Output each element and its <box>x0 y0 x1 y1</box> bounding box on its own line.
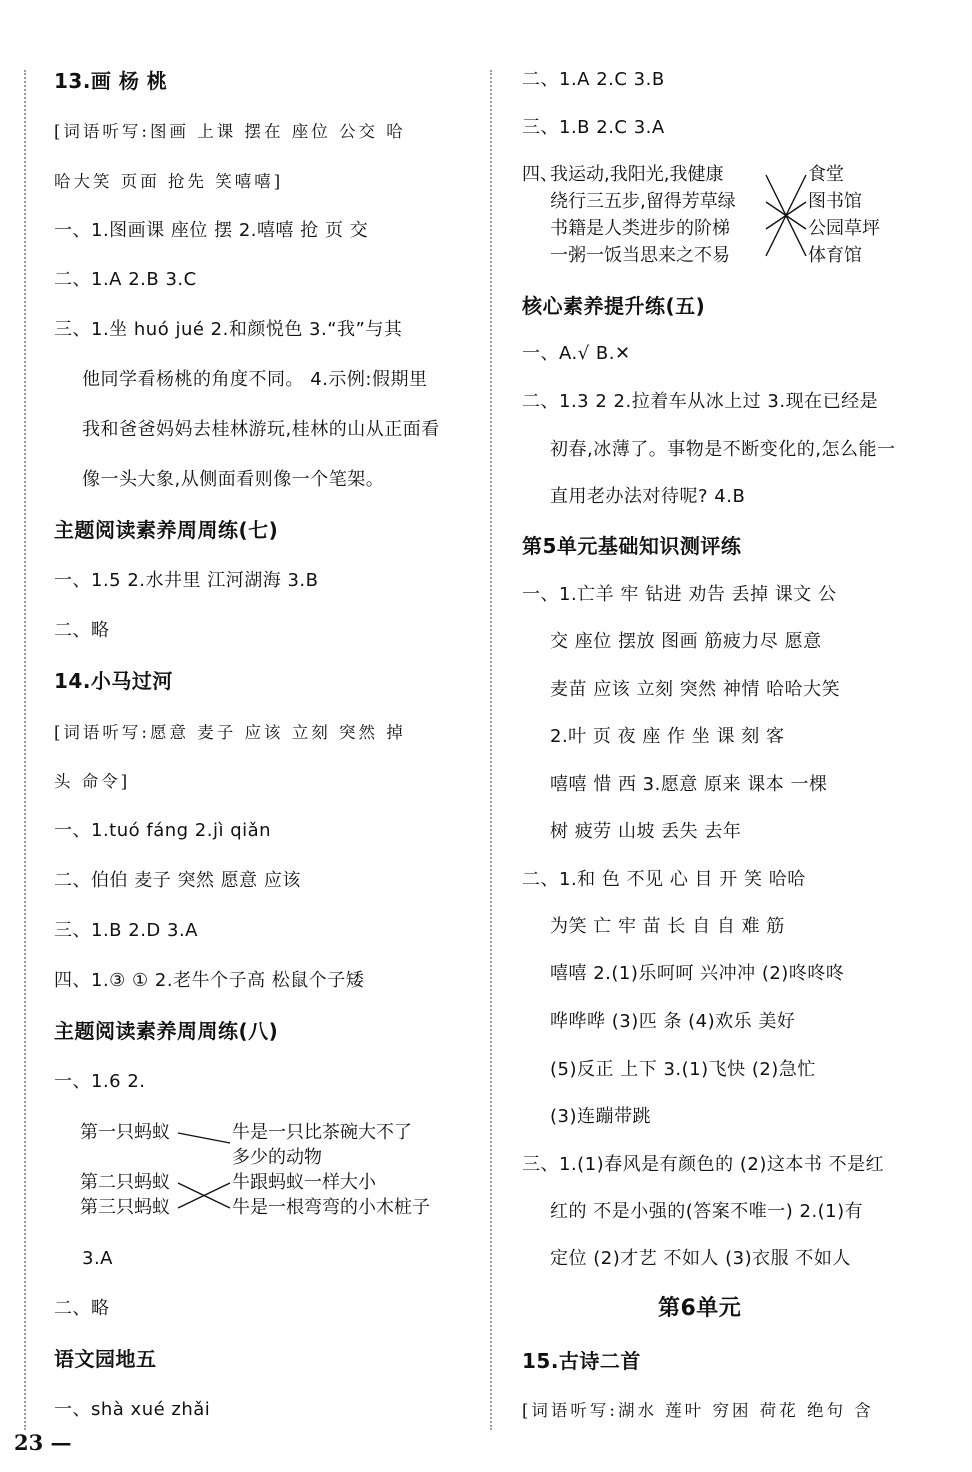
unit-5-answer-1-cont-4: 嘻嘻 惜 西 3.愿意 原来 课本 一棵 <box>550 774 828 795</box>
match-line-first <box>178 1133 230 1143</box>
lesson-14-answer-4: 四、1.③ ① 2.老牛个子高 松鼠个子矮 <box>54 970 365 991</box>
lesson-13-dictation-line-1: [词语听写:图画 上课 摆在 座位 公交 哈 <box>54 122 406 141</box>
weekly-practice-8-answer-1: 一、1.6 2. <box>54 1071 146 1092</box>
page-number: 23 — <box>14 1430 72 1455</box>
lesson-14-answer-2: 二、伯伯 麦子 突然 愿意 应该 <box>54 870 301 891</box>
lesson-14-answer-3: 三、1.B 2.D 3.A <box>54 920 198 941</box>
weekly-practice-7-title: 主题阅读素养周周练(七) <box>54 518 279 542</box>
lesson-14-dictation-line-1: [词语听写:愿意 麦子 应该 立刻 突然 掉 <box>54 723 406 742</box>
lesson-15-title: 15.古诗二首 <box>522 1349 641 1373</box>
unit-5-answer-1-cont-5: 树 疲劳 山坡 丢失 去年 <box>550 821 742 842</box>
unit-5-test-title: 第5单元基础知识测评练 <box>522 534 742 558</box>
lesson-13-answer-2: 二、1.A 2.B 3.C <box>54 269 197 290</box>
core-literacy-5-answer-2-cont-1: 初春,冰薄了。事物是不断变化的,怎么能一 <box>550 439 896 460</box>
place-library: 图书馆 <box>808 191 862 212</box>
core-literacy-5-answer-2: 二、1.3 2 2.拉着车从冰上过 3.现在已经是 <box>522 391 879 412</box>
lesson-13-title: 13.画 杨 桃 <box>54 69 168 93</box>
unit-5-answer-3-cont-2: 定位 (2)才艺 不如人 (3)衣服 不如人 <box>550 1248 851 1269</box>
place-park-lawn: 公园草坪 <box>808 218 880 239</box>
lesson-13-answer-1: 一、1.图画课 座位 摆 2.嘻嘻 抢 页 交 <box>54 220 369 241</box>
unit-5-answer-2-cont-5: (3)连蹦带跳 <box>550 1106 651 1127</box>
weekly-practice-7-answer-1: 一、1.5 2.水井里 江河湖海 3.B <box>54 570 319 591</box>
unit-5-answer-2-cont-2: 嘻嘻 2.(1)乐呵呵 兴冲冲 (2)咚咚咚 <box>550 963 845 984</box>
ant-label-first: 第一只蚂蚁 <box>80 1122 170 1143</box>
lesson-13-answer-3-cont-3: 像一头大象,从侧面看则像一个笔架。 <box>82 469 385 490</box>
lesson-14-answer-1: 一、1.tuó fáng 2.jì qiǎn <box>54 820 272 841</box>
unit-5-answer-3-cont-1: 红的 不是小强的(答案不唯一) 2.(1)有 <box>550 1201 864 1222</box>
ant-matching-lines <box>54 0 55 1</box>
unit-6-heading: 第6单元 <box>658 1296 742 1321</box>
core-literacy-5-title: 核心素养提升练(五) <box>522 294 706 318</box>
lesson-14-dictation-line-2: 头 命令] <box>54 772 131 791</box>
lesson-13-answer-3-cont-2: 我和爸爸妈妈去桂林游玩,桂林的山从正面看 <box>82 419 440 440</box>
lesson-15-dictation-line-1: [词语听写:湖水 莲叶 穷困 荷花 绝句 含 <box>522 1401 874 1420</box>
unit-5-answer-1-cont-2: 麦苗 应该 立刻 突然 神情 哈哈大笑 <box>550 679 841 700</box>
matching-part-4-label: 四、 <box>522 164 558 185</box>
place-gym: 体育馆 <box>808 245 862 266</box>
column-divider <box>490 70 492 1430</box>
unit-5-answer-2-cont-3: 哗哗哗 (3)匹 条 (4)欢乐 美好 <box>550 1011 796 1032</box>
weekly-practice-8-answer-part-2: 二、略 <box>54 1298 110 1319</box>
core-literacy-5-answer-2-cont-2: 直用老办法对待呢? 4.B <box>550 486 746 507</box>
weekly-practice-8-answer-3: 3.A <box>82 1248 113 1269</box>
ant-answer-stake: 牛是一根弯弯的小木桩子 <box>232 1197 430 1218</box>
unit-5-answer-2-cont-1: 为笑 亡 牢 苗 长 自 自 难 筋 <box>550 916 785 937</box>
unit-5-answer-3: 三、1.(1)春风是有颜色的 (2)这本书 不是红 <box>522 1154 885 1175</box>
saying-place-matching-lines <box>522 0 523 1</box>
weekly-practice-8-title: 主题阅读素养周周练(八) <box>54 1019 279 1043</box>
unit-5-answer-2: 二、1.和 色 不见 心 目 开 笑 哈哈 <box>522 869 806 890</box>
chinese-garden-5-answer-1: 一、shà xué zhǎi <box>54 1399 211 1420</box>
right-answer-part-3: 三、1.B 2.C 3.A <box>522 117 665 138</box>
lesson-13-answer-3: 三、1.坐 huó jué 2.和颜悦色 3.“我”与其 <box>54 319 403 340</box>
ant-answer-teacup-cont: 多少的动物 <box>232 1147 322 1168</box>
lesson-14-title: 14.小马过河 <box>54 669 173 693</box>
unit-5-answer-1-cont-1: 交 座位 摆放 图画 筋疲力尽 愿意 <box>550 631 822 652</box>
chinese-garden-5-title: 语文园地五 <box>54 1347 157 1371</box>
lesson-13-answer-3-cont-1: 他同学看杨桃的角度不同。 4.示例:假期里 <box>82 369 428 390</box>
saying-grass: 绕行三五步,留得芳草绿 <box>550 191 736 212</box>
right-answer-part-2: 二、1.A 2.C 3.B <box>522 69 665 90</box>
unit-5-answer-1: 一、1.亡羊 牢 钻进 劝告 丢掉 课文 公 <box>522 584 837 605</box>
ant-label-third: 第三只蚂蚁 <box>80 1197 170 1218</box>
saying-food: 一粥一饭当思来之不易 <box>550 245 730 266</box>
ant-answer-same-size: 牛跟蚂蚁一样大小 <box>232 1172 376 1193</box>
saying-exercise: 我运动,我阳光,我健康 <box>550 164 724 185</box>
ant-answer-teacup: 牛是一只比茶碗大不了 <box>232 1122 412 1143</box>
lesson-13-dictation-line-2: 哈大笑 页面 抢先 笑嘻嘻] <box>54 172 284 191</box>
saying-books: 书籍是人类进步的阶梯 <box>550 218 730 239</box>
ant-label-second: 第二只蚂蚁 <box>80 1172 170 1193</box>
unit-5-answer-2-cont-4: (5)反正 上下 3.(1)飞快 (2)急忙 <box>550 1059 816 1080</box>
unit-5-answer-1-cont-3: 2.叶 页 夜 座 作 坐 课 刻 客 <box>550 726 785 747</box>
place-canteen: 食堂 <box>808 164 844 185</box>
weekly-practice-7-answer-2: 二、略 <box>54 620 110 641</box>
core-literacy-5-answer-1: 一、A.√ B.✕ <box>522 343 631 364</box>
left-margin-divider <box>24 70 26 1430</box>
